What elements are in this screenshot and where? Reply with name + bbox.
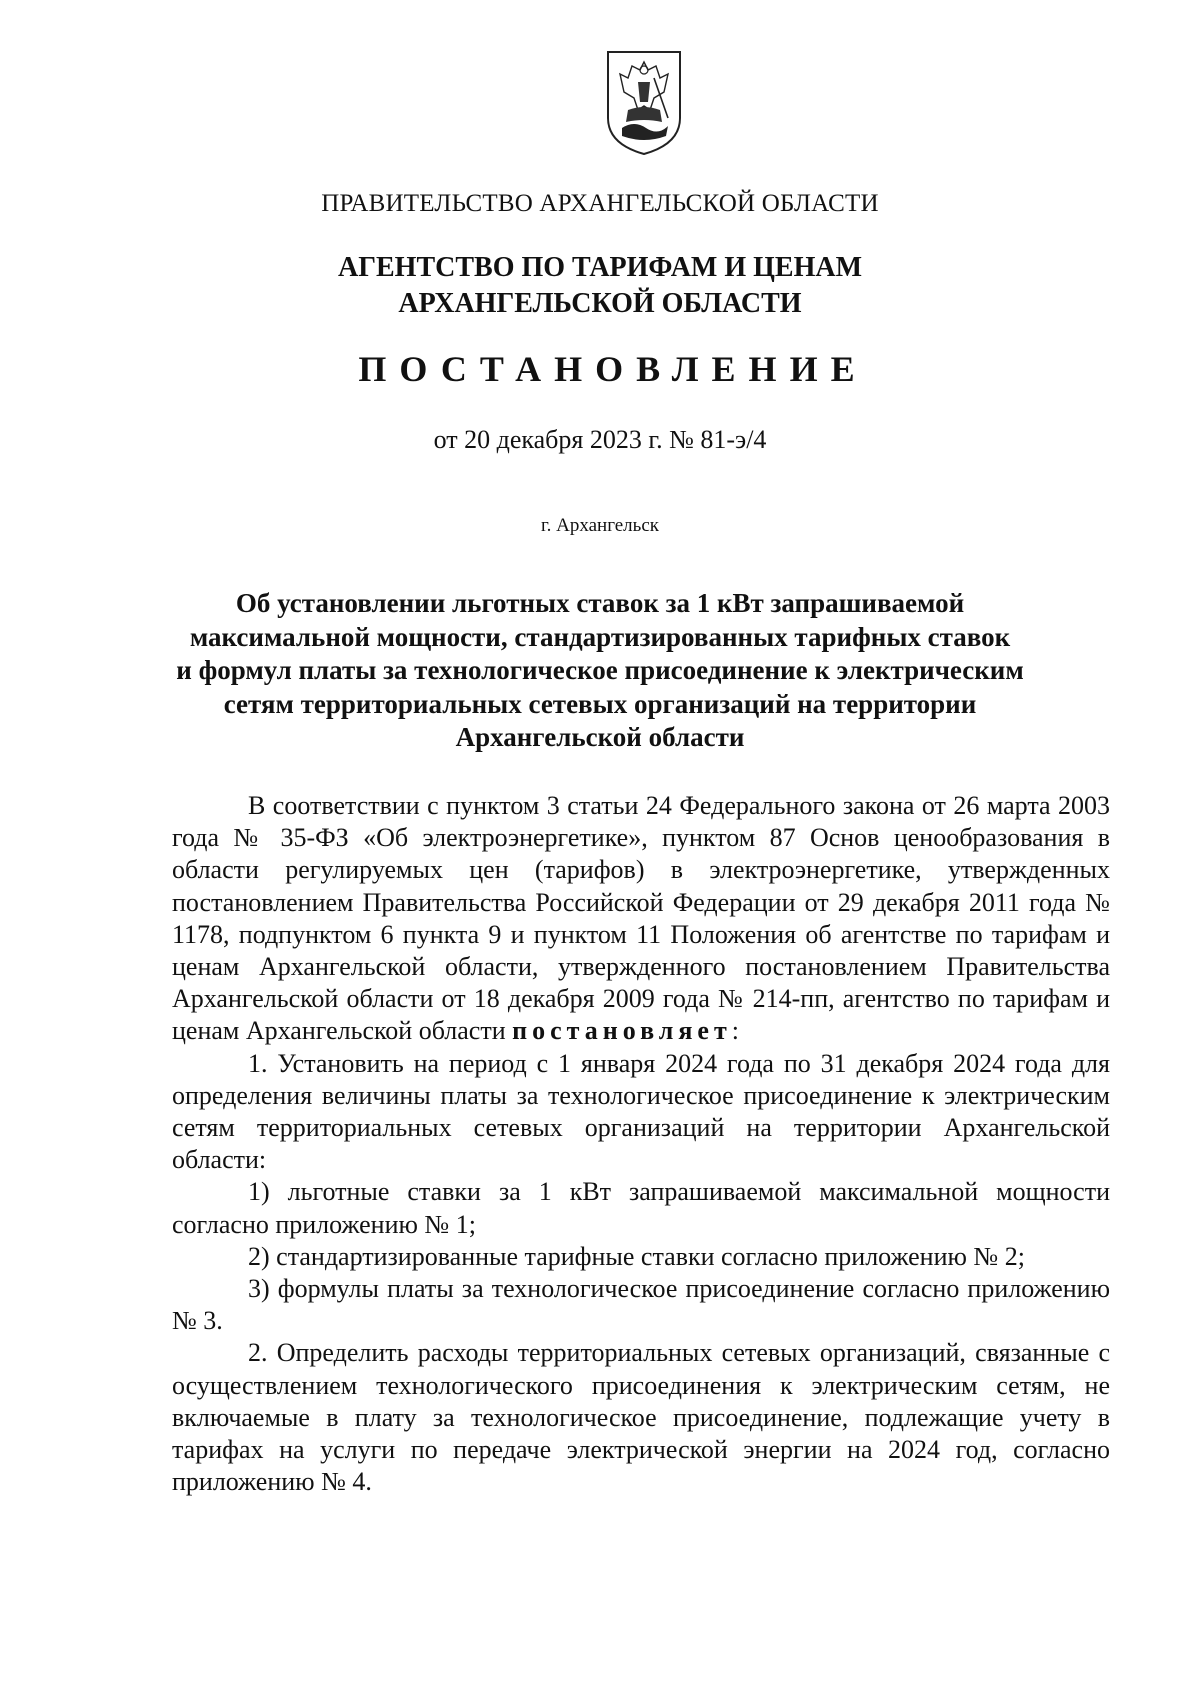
paragraph-item-1-1: 1) льготные ставки за 1 кВт запрашиваемой максимальной мощности согласно приложению № 1; [172, 1177, 1110, 1239]
document-city: г. Архангельск [540, 515, 659, 536]
decree-colon: : [731, 1016, 739, 1046]
agency-name-line-1: АГЕНТСТВО ПО ТАРИФАМ И ЦЕНАМ [337, 252, 863, 283]
title-line: Об установлении льготных ставок за 1 кВт запрашиваемой [235, 588, 965, 618]
agency-name-line-2: АРХАНГЕЛЬСКОЙ ОБЛАСТИ [398, 288, 802, 319]
document-body [172, 790, 1110, 1498]
government-name: ПРАВИТЕЛЬСТВО АРХАНГЕЛЬСКОЙ ОБЛАСТИ [321, 190, 879, 217]
decree-word: постановляет [512, 1016, 732, 1046]
paragraph-item-1-3: 3) формулы платы за технологическое присоединение согласно приложению № 3. [172, 1274, 1110, 1336]
preamble-paragraph [172, 790, 1110, 1048]
paragraph-item-1-2: 2) стандартизированные тарифные ставки согласно приложению № 2; [248, 1241, 1025, 1271]
title-line: Архангельской области [455, 722, 745, 752]
document-title [0, 587, 1200, 755]
document-date-number: от 20 декабря 2023 г. № 81-э/4 [433, 425, 767, 454]
title-line: и формул платы за технологическое присоединение к электрическим [176, 655, 1024, 685]
paragraph-item-2: 2. Определить расходы территориальных сетевых организаций, связанные с осуществлением технологического присоединения к электрическим сетям, не включаемые в плату за технологическое присоединение, подлежащие учету в тарифах на услуги по передаче электрической энергии на 2024 год, согласно приложению № 4. [172, 1338, 1110, 1497]
arkhangelsk-coat-of-arms-icon [604, 48, 684, 156]
document-type: ПОСТАНОВЛЕНИЕ [358, 349, 868, 389]
title-line: сетям территориальных сетевых организаций на территории [223, 688, 977, 719]
agency-name [0, 250, 1200, 322]
title-line: максимальной мощности, стандартизированных тарифных ставок [189, 621, 1011, 652]
paragraph-item-1: 1. Установить на период с 1 января 2024 года по 31 декабря 2024 года для определения величины платы за технологическое присоединение к электрическим сетям территориальных сетевых организаций на территории Архангельской области: [172, 1048, 1110, 1175]
preamble-text: В соответствии с пунктом 3 статьи 24 Федерального закона от 26 марта 2003 года № 35-ФЗ «Об электроэнергетике», пунктом 87 Основ ценообразования в области регулируемых цен (тарифов) в электроэнергетике, утвержденных постановлением Правительства Российской Федерации от 29 декабря 2011 года № 1178, подпунктом 6 пункта 9 и пунктом 11 Положения об агентстве по тарифам и ценам Архангельской области, утвержденного постановлением Правительства Архангельской области от 18 декабря 2009 года № 214-пп, агентство по тарифам и ценам Архангельской области [172, 791, 1110, 1046]
